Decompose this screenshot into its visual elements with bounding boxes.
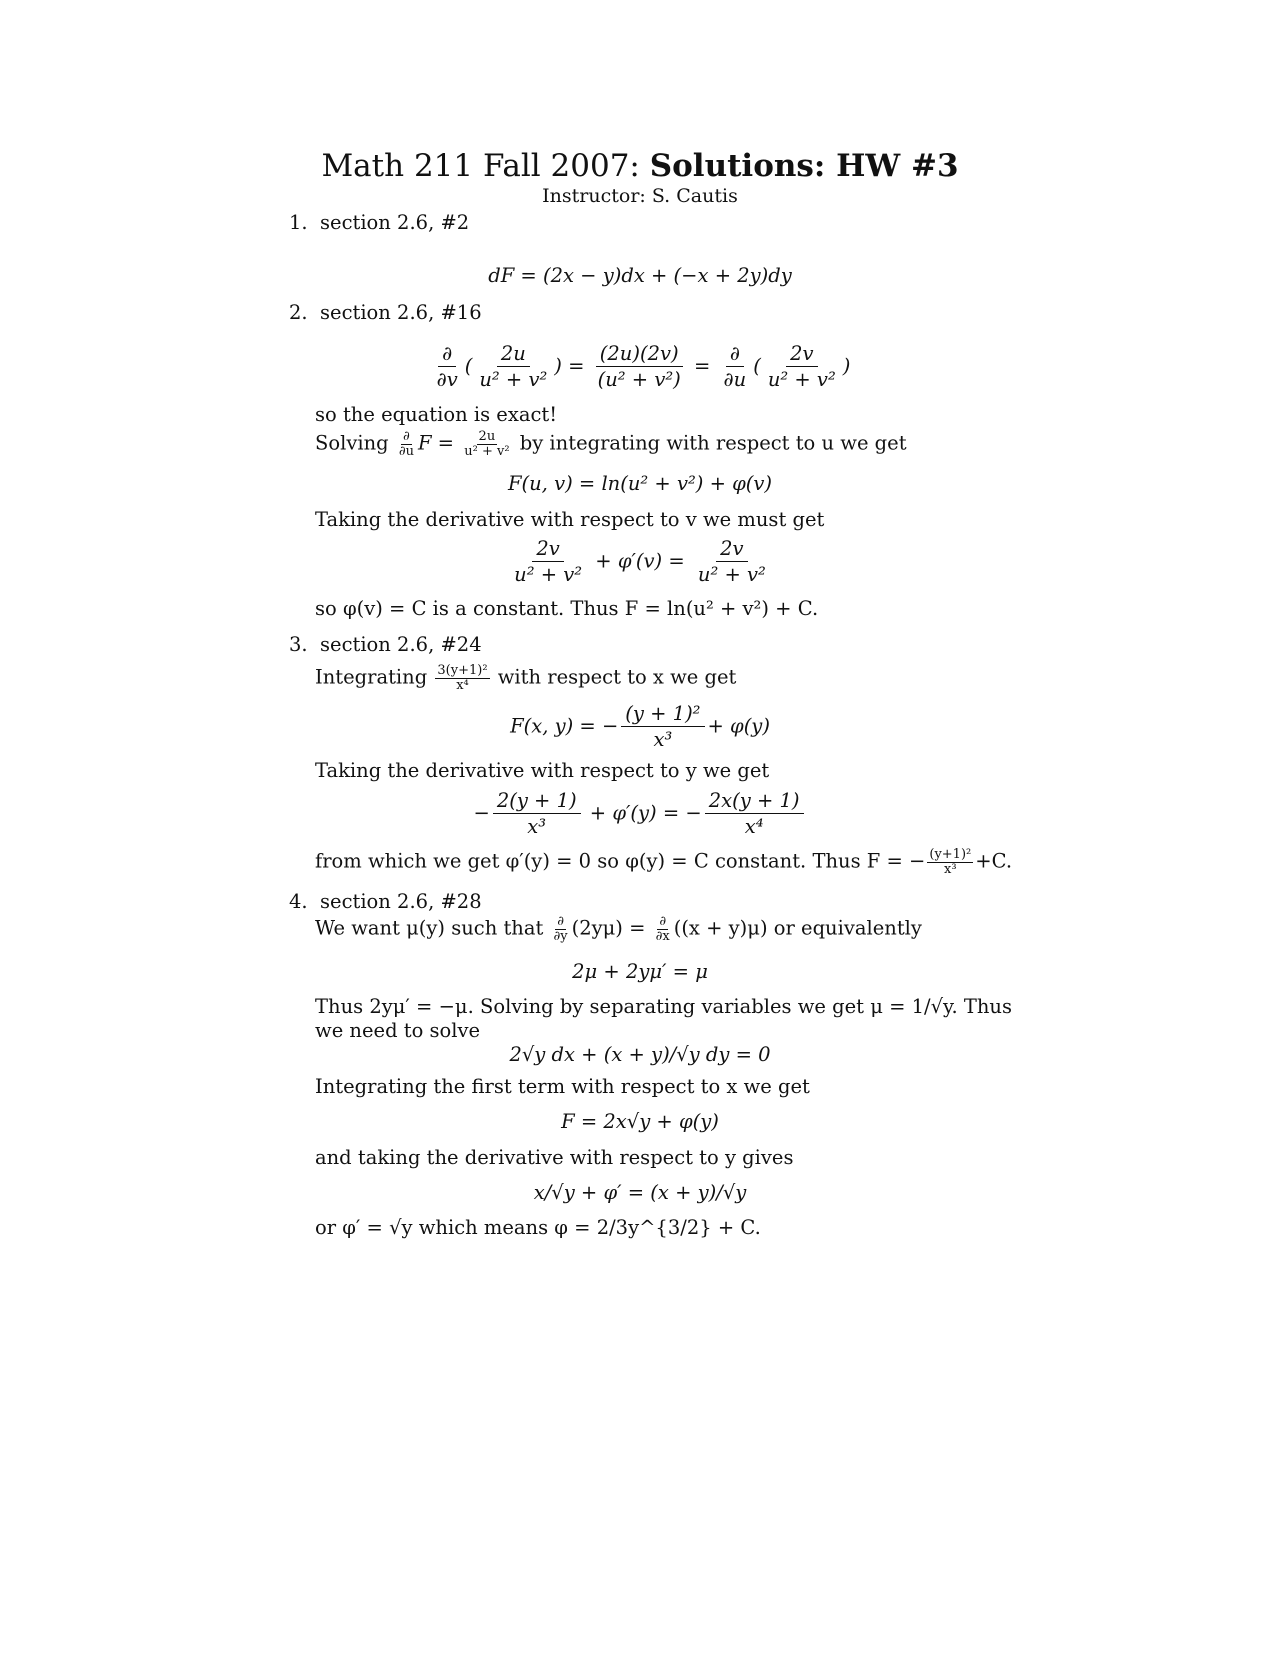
text-4-6: or φ′ = √y which means φ = 2/3y^{3/2} + C. xyxy=(315,1216,761,1239)
text-3-3: from which we get φ′(y) = 0 so φ(y) = C constant. Thus F = − $\frac{\text{(y+1)²}}{\text{x³}}$ +C. xyxy=(315,847,1013,877)
equation-3-2: − $\frac{2(y + 1)}{\text{x³}}$ + φ′(y) = − $\frac{2x(y + 1)}{\text{x⁴}}$ xyxy=(0,790,1280,838)
text-3-2: Taking the derivative with respect to y we get xyxy=(315,759,770,782)
text-2-3: Taking the derivative with respect to v we must get xyxy=(315,508,825,531)
list-item-2: 2. section 2.6, #16 xyxy=(289,301,482,324)
equation-4-1: 2μ + 2yμ′ = μ xyxy=(572,960,708,983)
equation-2-3: $\frac{2v}{\text{u² + v²}}$ + φ′(v) = $\frac{2v}{\text{u² + v²}}$ xyxy=(514,537,766,587)
page-subtitle: Instructor: S. Cautis xyxy=(542,185,738,207)
text-2-4: so φ(v) = C is a constant. Thus F = ln(u² + v²) + C. xyxy=(315,597,819,620)
page-title xyxy=(0,148,1280,184)
equation-2-1: $\frac{\partial}{\partial v}$ ( $\frac{2u}{\text{u² + v²}}$ ) = $\frac{(2u)(2v)}{\text{(u² + v²)}}$ = $\frac{\partial}{\partial u}$ ( $\frac{2v}{\text{u² + v²}}$ ) xyxy=(436,342,851,392)
text-2-2: Solving $\frac{\partial}{\partial u}$ F = $\frac{2u}{\text{u² + v²}}$ by integrating with respect to u we get xyxy=(315,429,907,459)
text-4-1: We want μ(y) such that $\frac{\partial}{\partial y}$ (2yμ) = $\frac{\partial}{\partial x}$ ((x + y)μ) or equivalently xyxy=(315,914,922,944)
equation-4-2: 2√y dx + (x + y)/√y dy = 0 xyxy=(509,1043,771,1066)
title-bold: Solutions: HW #3 xyxy=(649,148,959,184)
equation-4-3: F = 2x√y + φ(y) xyxy=(561,1110,719,1133)
text-2-1: so the equation is exact! xyxy=(315,403,558,426)
text-4-3: we need to solve xyxy=(315,1019,481,1042)
list-item-3: 3. section 2.6, #24 xyxy=(289,633,482,656)
equation-2-2: F(u, v) = ln(u² + v²) + φ(v) xyxy=(507,472,773,495)
list-item-4: 4. section 2.6, #28 xyxy=(289,890,482,913)
text-3-1: Integrating $\frac{\text{3(y+1)²}}{\text{x⁴}}$ with respect to x we get xyxy=(315,663,737,693)
equation-3-1: F(x, y) = − $\frac{\text{(y + 1)²}}{\text{x³}}$ + φ(y) xyxy=(510,702,770,752)
text-4-5: and taking the derivative with respect to y gives xyxy=(315,1146,794,1169)
text-4-2: Thus 2yμ′ = −μ. Solving by separating variables we get μ = 1/√y. Thus xyxy=(315,995,1012,1018)
equation-4-4: x/√y + φ′ = (x + y)/√y xyxy=(533,1181,747,1204)
title-plain: Math 211 Fall 2007: xyxy=(321,148,650,184)
list-item-1: 1. section 2.6, #2 xyxy=(289,211,470,234)
equation-1: dF = (2x − y)dx + (−x + 2y)dy xyxy=(488,264,792,287)
text-4-4: Integrating the first term with respect to x we get xyxy=(315,1075,810,1098)
